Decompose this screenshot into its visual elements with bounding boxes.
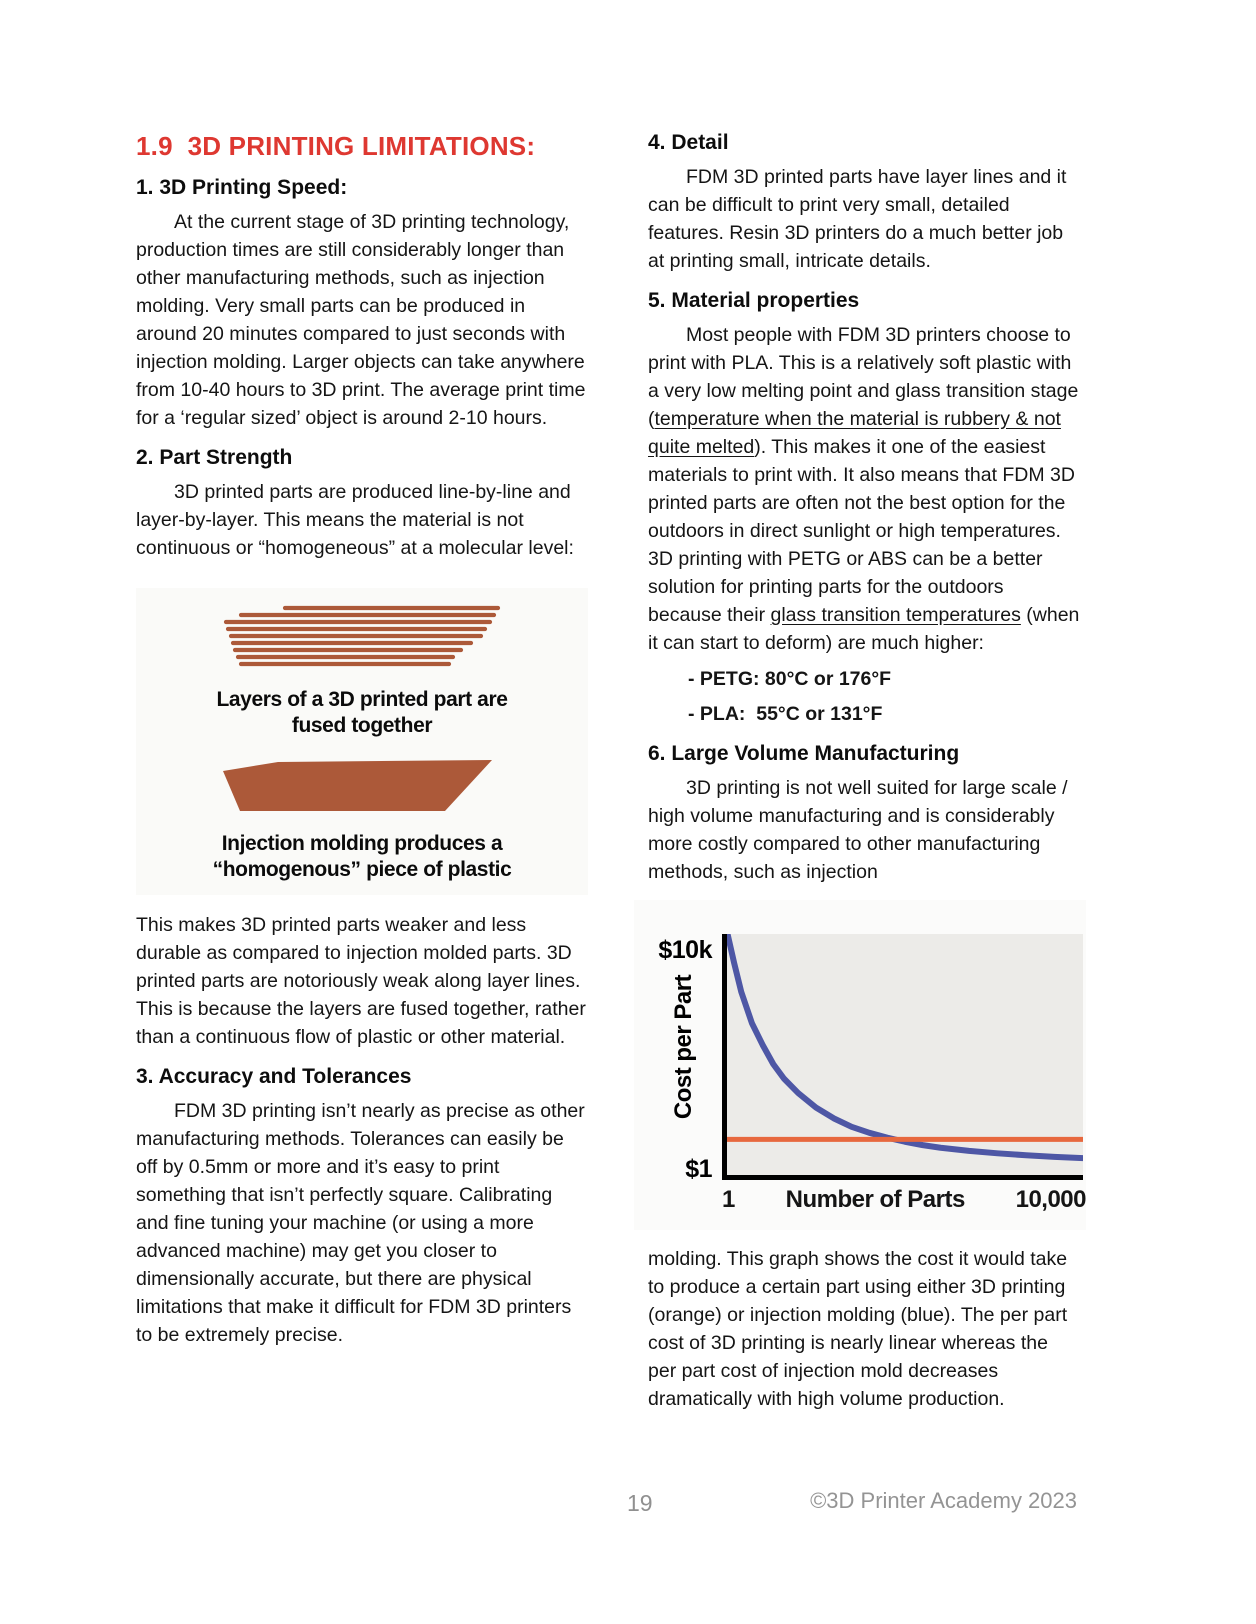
paragraph-printing-speed: At the current stage of 3D printing technology, production times are still considerably longer than other manufacturing methods, such as injection molding. Very small parts can be produced in around 20 minutes compared to just seconds with injection molding. Larger objects can take anywhere from 10-40 hours to 3D print. The average print time for a ‘regular sized’ object is around 2-10 hours. [136,211,586,429]
heading-large-volume: 6. Large Volume Manufacturing [648,742,960,765]
injection-molding-curve [727,934,1083,1158]
x-axis-left-label: 1 [722,1186,735,1213]
temperature-list [688,665,1080,728]
figure-molded [136,757,588,820]
figure-panel [136,588,588,895]
paragraph-chart-explanation: molding. This graph shows the cost it would take to produce a certain part using either 3D printing (orange) or injection molding (blue). The per part cost of 3D printing is nearly linear whereas the per part cost of injection mold decreases dramatically with high volume production. [648,1248,1068,1410]
right-column [648,131,1086,1419]
heading-printing-speed: 1. 3D Printing Speed: [136,176,348,199]
underlined-glass-transition-temperatures: glass transition temperatures [770,604,1021,626]
list-item-pla: - PLA: 55°C or 131°F [688,703,883,725]
layers-illustration [213,602,511,670]
figure-caption-molded: Injection molding produces a “homogenous” piece of plastic [212,832,512,881]
underlined-glass-transition-definition: temperature when the material is rubbery & not quite melted [648,408,1061,458]
paragraph-accuracy-tolerances: FDM 3D printing isn’t nearly as precise as other manufacturing methods. Tolerances can easily be off by 0.5mm or more and it’s easy to print something that isn’t perfectly square. Calibrating and fine tuning your machine (or using a more advanced machine) may get you closer to dimensionally accurate, but there are physical limitations that make it difficult for FDM 3D printers to be extremely precise. [136,1100,585,1346]
heading-accuracy-tolerances: 3. Accuracy and Tolerances [136,1065,412,1088]
molded-solid-shape [223,760,492,811]
y-axis-title: Cost per Part [670,974,697,1120]
material-text-1: Most people with FDM 3D printers choose to print with PLA. This is a relatively soft plastic with a very low melting point and glass transition stage ( [648,324,1079,430]
list-item-petg: - PETG: 80°C or 176°F [688,668,892,690]
y-axis-bottom-label: $1 [685,1155,712,1183]
paragraph-weaker-parts: This makes 3D printed parts weaker and less durable as compared to injection molded parts. 3D printed parts are notoriously weak along layer lines. This is because the layers are fused together, rather than a continuous flow of plastic or other material. [136,914,586,1048]
y-axis-top-label: $10k [658,936,712,964]
material-text-2: ). This makes it one of the easiest materials to print with. It also means that FDM 3D printed parts are often not the best option for the outdoors in direct sunlight or high temperatures. 3D printing with PETG or ABS can be a better solution for printing parts for the outdoors because their [648,436,1075,626]
x-axis-right-label: 10,000 [1015,1186,1086,1213]
injection-molded-illustration [220,757,505,815]
left-column [136,131,588,1355]
page-number: 19 [627,1490,653,1516]
paragraph-material-properties [648,321,1080,657]
figure-layers [136,602,588,675]
section-title: 1.9 3D PRINTING LIMITATIONS: [136,131,536,161]
x-axis-labels [722,1186,1086,1214]
paragraph-large-volume: 3D printing is not well suited for large scale / high volume manufacturing and is considerably more costly compared to other manufacturing methods, such as injection [648,777,1068,883]
chart-series-lines [727,934,1083,1175]
chart-plot-area [722,934,1083,1180]
heading-material-properties: 5. Material properties [648,289,860,312]
material-text-3: (when it can start to deform) are much higher: [648,604,1080,654]
cost-chart [634,900,1086,1230]
heading-detail: 4. Detail [648,131,729,154]
x-axis-title: Number of Parts [785,1186,965,1213]
copyright-notice: ©3D Printer Academy 2023 [810,1488,1077,1513]
figure-caption-layers: Layers of a 3D printed part are fused together [216,688,508,737]
heading-part-strength: 2. Part Strength [136,446,293,469]
paragraph-detail: FDM 3D printed parts have layer lines and it can be difficult to print very small, detailed features. Resin 3D printers do a much better job at printing small, intricate details. [648,166,1067,272]
paragraph-part-strength: 3D printed parts are produced line-by-line and layer-by-layer. This means the material is not continuous or “homogeneous” at a molecular level: [136,481,574,559]
